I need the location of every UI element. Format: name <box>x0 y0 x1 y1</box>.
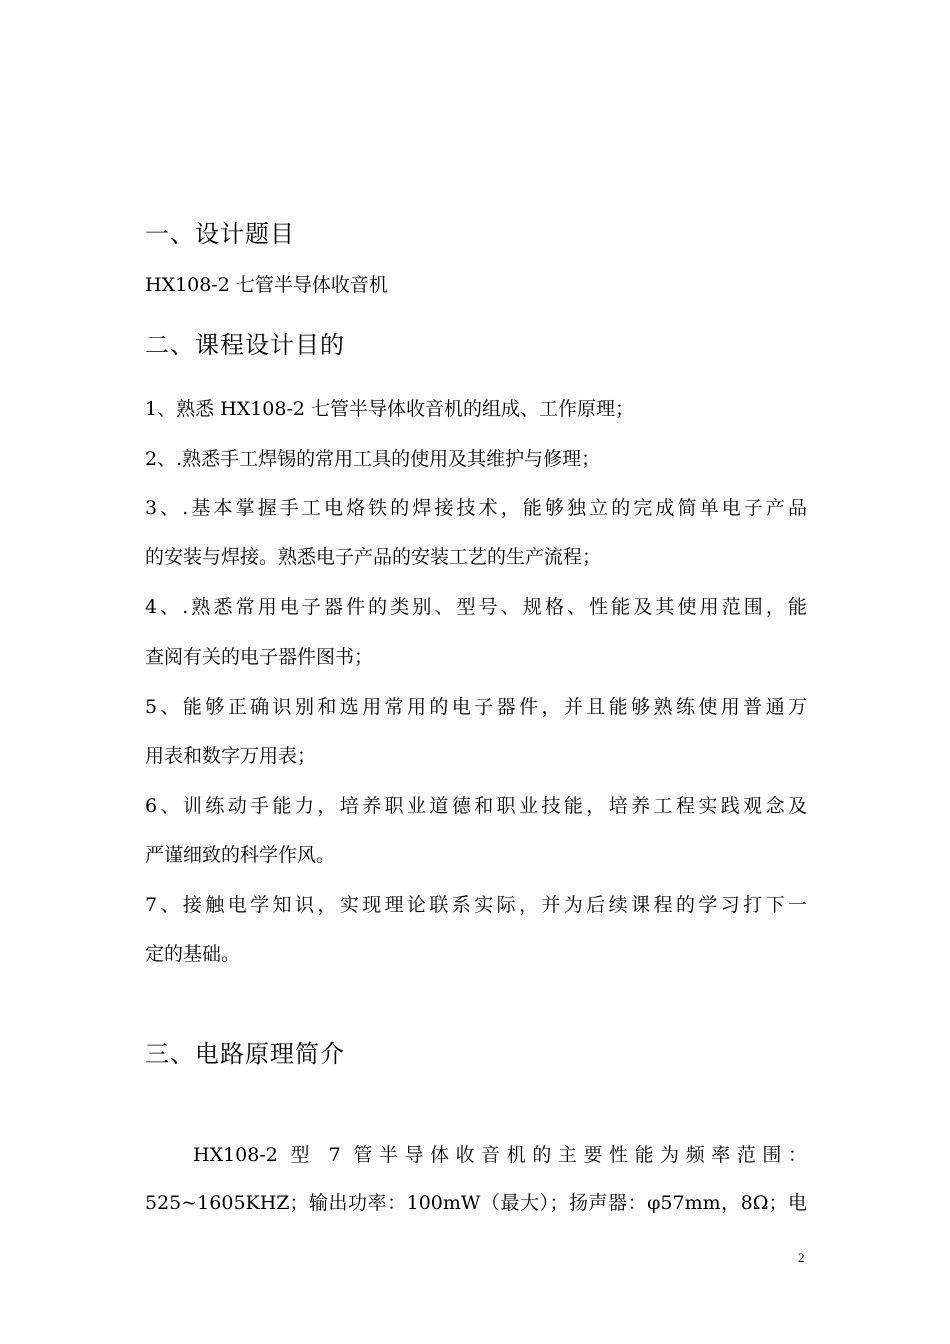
objective-item-3-line-2: 的安装与焊接。熟悉电子产品的安装工艺的生产流程； <box>145 546 602 568</box>
objective-item-2: 2、.熟悉手工焊锡的常用工具的使用及其维护与修理； <box>145 448 601 470</box>
objective-item-4-line-1: 4、.熟悉常用电子器件的类别、型号、规格、性能及其使用范围，能 <box>145 596 807 618</box>
section-3-heading: 三、电路原理简介 <box>145 1040 345 1068</box>
circuit-paragraph-line-2: 525~1605KHZ；输出功率：100mW（最大）；扬声器：φ57mm，8Ω；电 <box>145 1192 807 1214</box>
objective-item-6-line-2: 严谨细致的科学作风。 <box>145 844 336 866</box>
objective-item-7-line-2: 定的基础。 <box>145 943 241 965</box>
objective-item-3-line-1: 3、.基本掌握手工电烙铁的焊接技术，能够独立的完成简单电子产品 <box>145 497 807 519</box>
section-1-title: HX108-2 七管半导体收音机 <box>145 274 388 296</box>
section-1-heading: 一、设计题目 <box>145 220 295 248</box>
objective-item-4-line-2: 查阅有关的电子器件图书； <box>145 646 374 668</box>
objective-item-5-line-1: 5、能够正确识别和选用常用的电子器件，并且能够熟练使用普通万 <box>145 696 807 718</box>
objective-item-7-line-1: 7、接触电学知识，实现理论联系实际，并为后续课程的学习打下一 <box>145 894 807 916</box>
circuit-paragraph-line-1: HX108-2 型 7 管半导体收音机的主要性能为频率范围： <box>193 1144 807 1166</box>
section-2-heading: 二、课程设计目的 <box>145 331 345 359</box>
objective-item-6-line-1: 6、训练动手能力，培养职业道德和职业技能，培养工程实践观念及 <box>145 795 807 817</box>
objective-item-1: 1、熟悉 HX108-2 七管半导体收音机的组成、工作原理； <box>145 398 635 420</box>
page-number: 2 <box>798 1250 805 1265</box>
objective-item-5-line-2: 用表和数字万用表； <box>145 745 317 767</box>
